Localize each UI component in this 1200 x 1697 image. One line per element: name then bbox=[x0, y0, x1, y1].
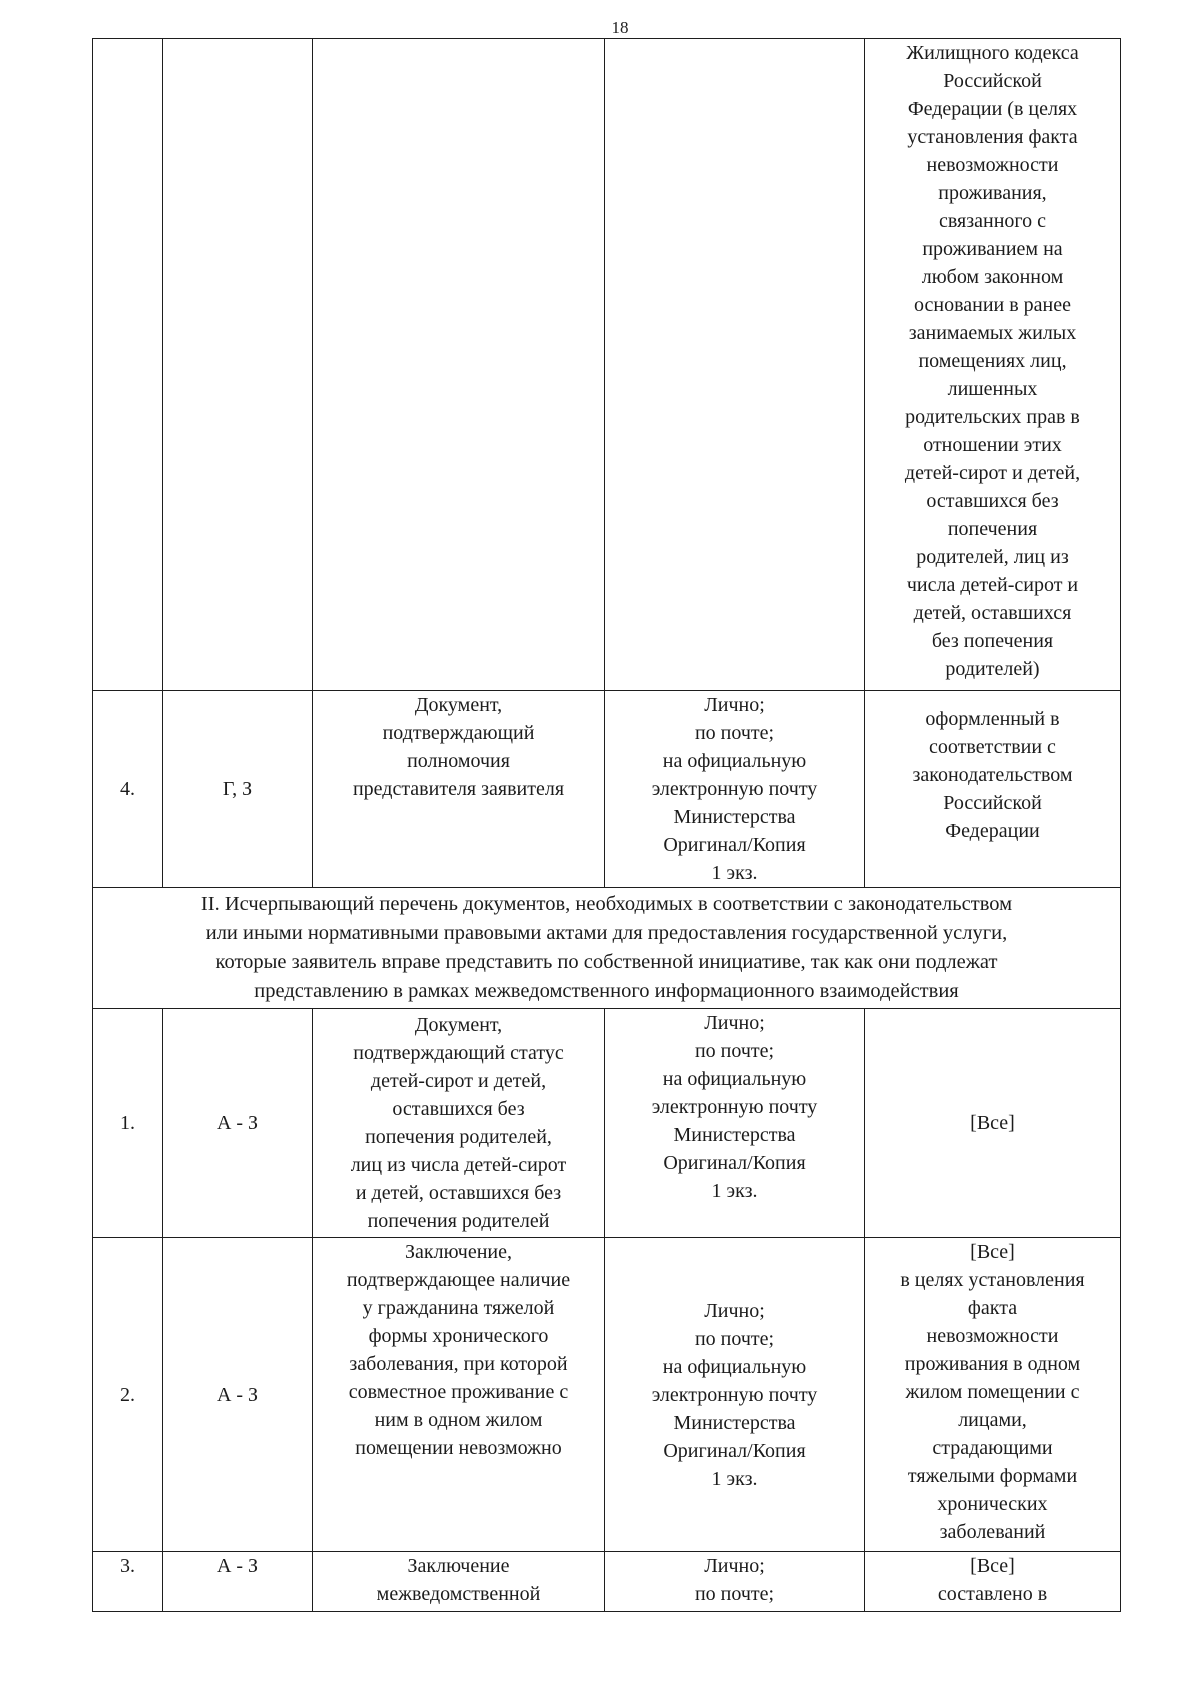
cell-number: 3. bbox=[93, 1552, 163, 1612]
table-row bbox=[93, 1552, 1121, 1612]
table-row bbox=[93, 1238, 1121, 1552]
cell-submission bbox=[605, 39, 865, 691]
cell-submission: Лично; по почте; на официальную электронную почту Министерства Оригинал/Копия 1 экз. bbox=[605, 691, 865, 888]
cell-number: 4. bbox=[93, 691, 163, 888]
table-row bbox=[93, 1009, 1121, 1238]
page-number: 18 bbox=[611, 18, 629, 37]
cell-requirements: Жилищного кодекса Российской Федерации (в целях установления факта невозможности проживания, связанного с проживанием на любом законном основании в ранее занимаемых жилых помещениях лиц, лишенных родительских прав в отношении этих детей-сирот и детей, оставшихся без попечения родителей, лиц из числа детей-сирот и детей, оставшихся без попечения родителей) bbox=[865, 39, 1121, 691]
cell-categories: А - З bbox=[163, 1009, 313, 1238]
section-heading-row bbox=[93, 888, 1121, 1009]
section-heading: II. Исчерпывающий перечень документов, необходимых в соответствии с законодательством или иными нормативными правовыми актами для предоставления государственной услуги, которые заявитель вправе представить по собственной инициативе, так как они подлежат представлению в рамках межведомственного информационного взаимодействия bbox=[93, 888, 1121, 1009]
cell-requirements: [Все] bbox=[865, 1009, 1121, 1238]
cell-document bbox=[313, 39, 605, 691]
cell-submission: Лично; по почте; bbox=[605, 1552, 865, 1612]
cell-categories bbox=[163, 39, 313, 691]
cell-categories: А - З bbox=[163, 1552, 313, 1612]
cell-number: 2. bbox=[93, 1238, 163, 1552]
cell-number bbox=[93, 39, 163, 691]
cell-requirements: [Все] составлено в bbox=[865, 1552, 1121, 1612]
cell-requirements: [Все] в целях установления факта невозможности проживания в одном жилом помещении с лицами, страдающими тяжелыми формами хронических заболеваний bbox=[865, 1238, 1121, 1552]
cell-submission: Лично; по почте; на официальную электронную почту Министерства Оригинал/Копия 1 экз. bbox=[605, 1238, 865, 1552]
table-row-continuation bbox=[93, 39, 1121, 691]
cell-number: 1. bbox=[93, 1009, 163, 1238]
cell-categories: Г, З bbox=[163, 691, 313, 888]
cell-document: Документ, подтверждающий полномочия представителя заявителя bbox=[313, 691, 605, 888]
cell-categories: А - З bbox=[163, 1238, 313, 1552]
cell-document: Заключение межведомственной bbox=[313, 1552, 605, 1612]
table-row bbox=[93, 691, 1121, 888]
cell-requirements: оформленный в соответствии с законодательством Российской Федерации bbox=[865, 691, 1121, 888]
cell-document: Заключение, подтверждающее наличие у гражданина тяжелой формы хронического заболевания, при которой совместное проживание с ним в одном жилом помещении невозможно bbox=[313, 1238, 605, 1552]
cell-submission: Лично; по почте; на официальную электронную почту Министерства Оригинал/Копия 1 экз. bbox=[605, 1009, 865, 1238]
cell-document: Документ, подтверждающий статус детей-сирот и детей, оставшихся без попечения родителей, лиц из числа детей-сирот и детей, оставшихся без попечения родителей bbox=[313, 1009, 605, 1238]
documents-table bbox=[92, 38, 1121, 1612]
